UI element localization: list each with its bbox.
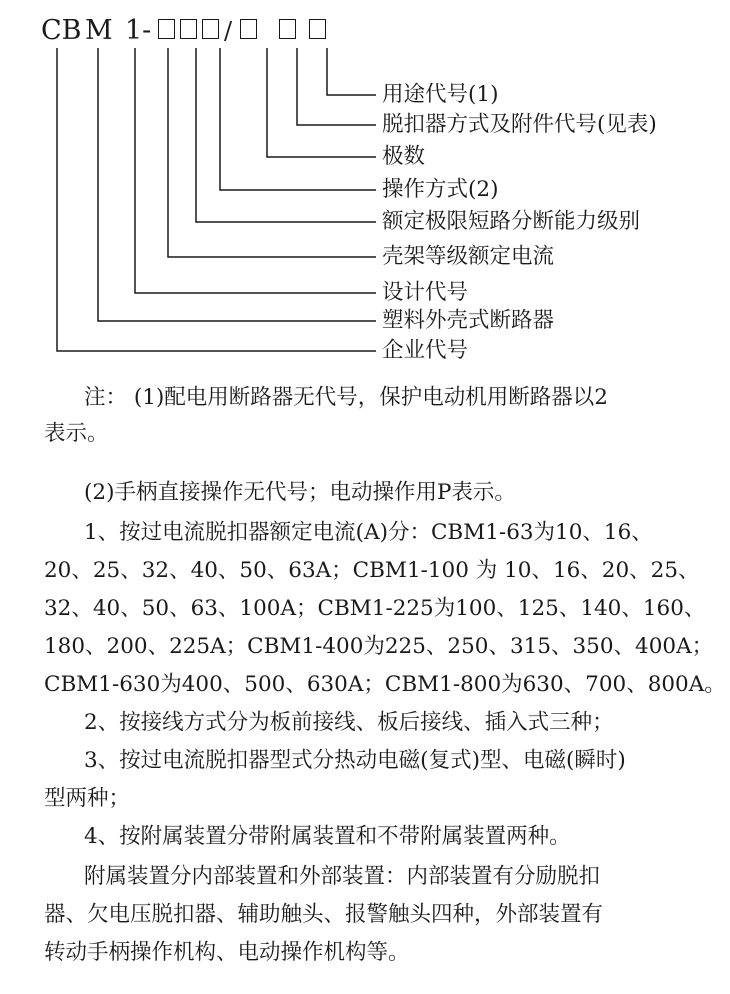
label-design-code: 设计代号 — [382, 280, 469, 305]
leader-breaking — [196, 48, 376, 222]
label-poles: 极数 — [382, 144, 426, 169]
leader-current — [168, 48, 376, 257]
leader-poles — [267, 48, 376, 157]
para-1-line-3: 32、40、50、63、100A；CBM1-225为100、125、140、160、 — [44, 596, 706, 621]
leader-operation — [220, 48, 376, 190]
para-4: 4、按附属装置分带附属装置和不带附属装置两种。 — [84, 824, 571, 849]
para-1-line-2: 20、25、32、40、50、63A；CBM1-100 为 10、16、20、25、 — [44, 558, 700, 583]
note-2: (2)手柄直接操作无代号；电动操作用P表示。 — [84, 480, 516, 505]
leader-usage — [327, 48, 376, 95]
leader-enterprise — [57, 48, 376, 351]
para-5-line-1: 附属装置分内部装置和外部装置：内部装置有分励脱扣 — [84, 864, 601, 889]
label-operation-mode: 操作方式(2) — [382, 177, 499, 202]
para-5-line-3: 转动手柄操作机构、电动操作机构等。 — [44, 940, 410, 965]
para-5-line-2: 器、欠电压脱扣器、辅助触头、报警触头四种，外部装置有 — [44, 902, 604, 927]
leader-case — [98, 48, 376, 321]
para-1-line-5: CBM1-630为400、500、630A；CBM1-800为630、700、800A。 — [44, 672, 726, 697]
label-enterprise-code: 企业代号 — [382, 338, 469, 363]
label-usage-code: 用途代号(1) — [382, 82, 499, 107]
para-2: 2、按接线方式分为板前接线、板后接线、插入式三种； — [84, 710, 614, 735]
code-slash: / — [224, 17, 233, 45]
note-1: 注： (1)配电用断路器无代号，保护电动机用断路器以2 — [84, 385, 608, 410]
label-case-type: 塑料外壳式断路器 — [382, 308, 555, 333]
leader-release — [297, 48, 376, 125]
label-release-code: 脱扣器方式及附件代号(见表) — [382, 112, 657, 137]
label-breaking-capacity: 额定极限短路分断能力级别 — [382, 209, 641, 234]
para-3-line-1: 3、按过电流脱扣器型式分热动电磁(复式)型、电磁(瞬时) — [84, 748, 626, 773]
label-frame-current: 壳架等级额定电流 — [382, 244, 555, 269]
code-m: M — [85, 15, 113, 46]
code-cb: CB — [41, 15, 82, 46]
para-3-line-2: 型两种； — [44, 786, 131, 811]
para-1-line-1: 1、按过电流脱扣器额定电流(A)分：CBM1-63为10、16、 — [84, 520, 653, 545]
note-1-cont: 表示。 — [44, 421, 109, 446]
para-1-line-4: 180、200、225A；CBM1-400为225、250、315、350、400A； — [44, 634, 714, 659]
code-one-dash: 1- — [125, 15, 152, 46]
